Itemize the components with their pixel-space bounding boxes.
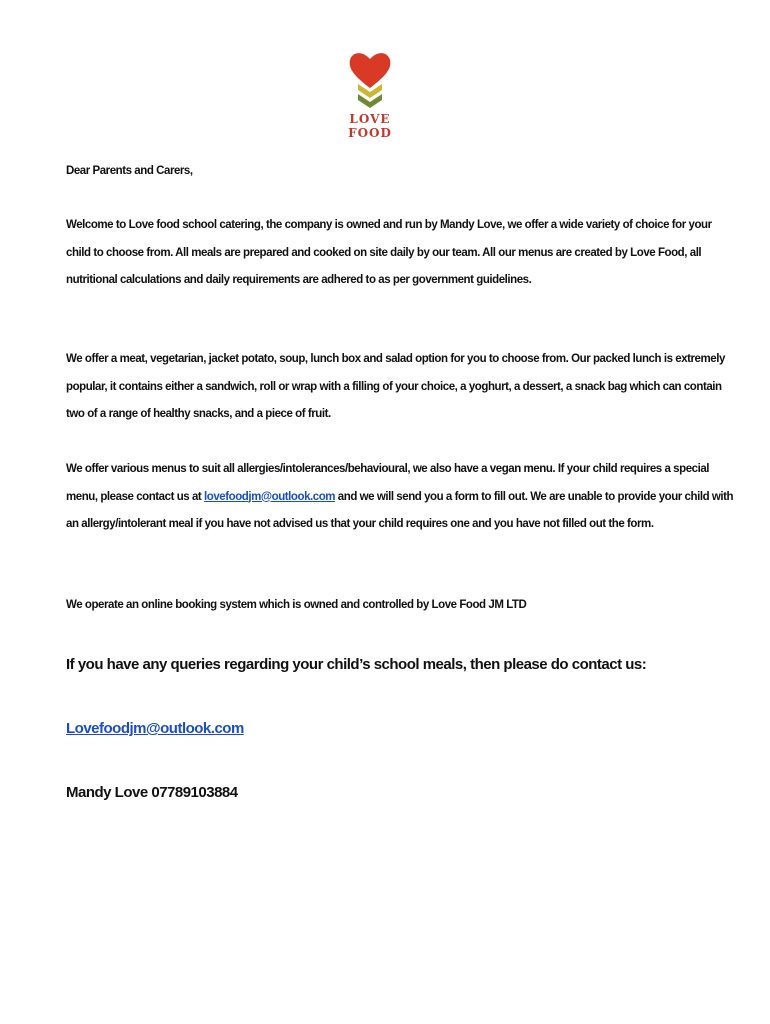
paragraph-booking-system: We operate an online booking system which is owned and controlled by Love Food JM LTD: [66, 599, 527, 611]
heart-flower-icon: [344, 48, 396, 112]
greeting: Dear Parents and Carers,: [66, 165, 193, 177]
signature: Mandy Love 07789103884: [66, 784, 238, 801]
paragraph-special-menus: [66, 456, 738, 539]
paragraph-text: We offer various menus to suit all allergies/intolerances/behavioural, we also have a vegan menu. If your child requires a special menu, please contact us at: [66, 463, 710, 503]
paragraph-welcome: Welcome to Love food school catering, the company is owned and run by Mandy Love, we offer a wide variety of choice for your child to choose from. All meals are prepared and cooked on site daily by our team. All our menus are created by Love Food, all nutritional calculations and daily requirements are adhered to as per government guidelines.: [66, 219, 712, 286]
email-link[interactable]: lovefoodjm@outlook.com: [204, 490, 336, 503]
paragraph-text: and we will send you a form to fill out. We are unable to provide your child with an allergy/intolerant meal if you have not advised us that your child requires one and you have not filled out the form.: [66, 490, 734, 530]
contact-email-link[interactable]: Lovefoodjm@outlook.com: [66, 720, 244, 737]
logo-wordmark: LOVE FOOD: [348, 112, 392, 140]
paragraph-menu-options: We offer a meat, vegetarian, jacket potato, soup, lunch box and salad option for you to choose from. Our packed lunch is extremely popular, it contains either a sandwich, roll or wrap with a filling of your choice, a yoghurt, a dessert, a snack bag which can contain two of a range of healthy snacks, and a piece of fruit.: [66, 353, 725, 420]
queries-heading: If you have any queries regarding your child’s school meals, then please do contact us:: [66, 656, 647, 673]
love-food-logo: [330, 48, 410, 140]
